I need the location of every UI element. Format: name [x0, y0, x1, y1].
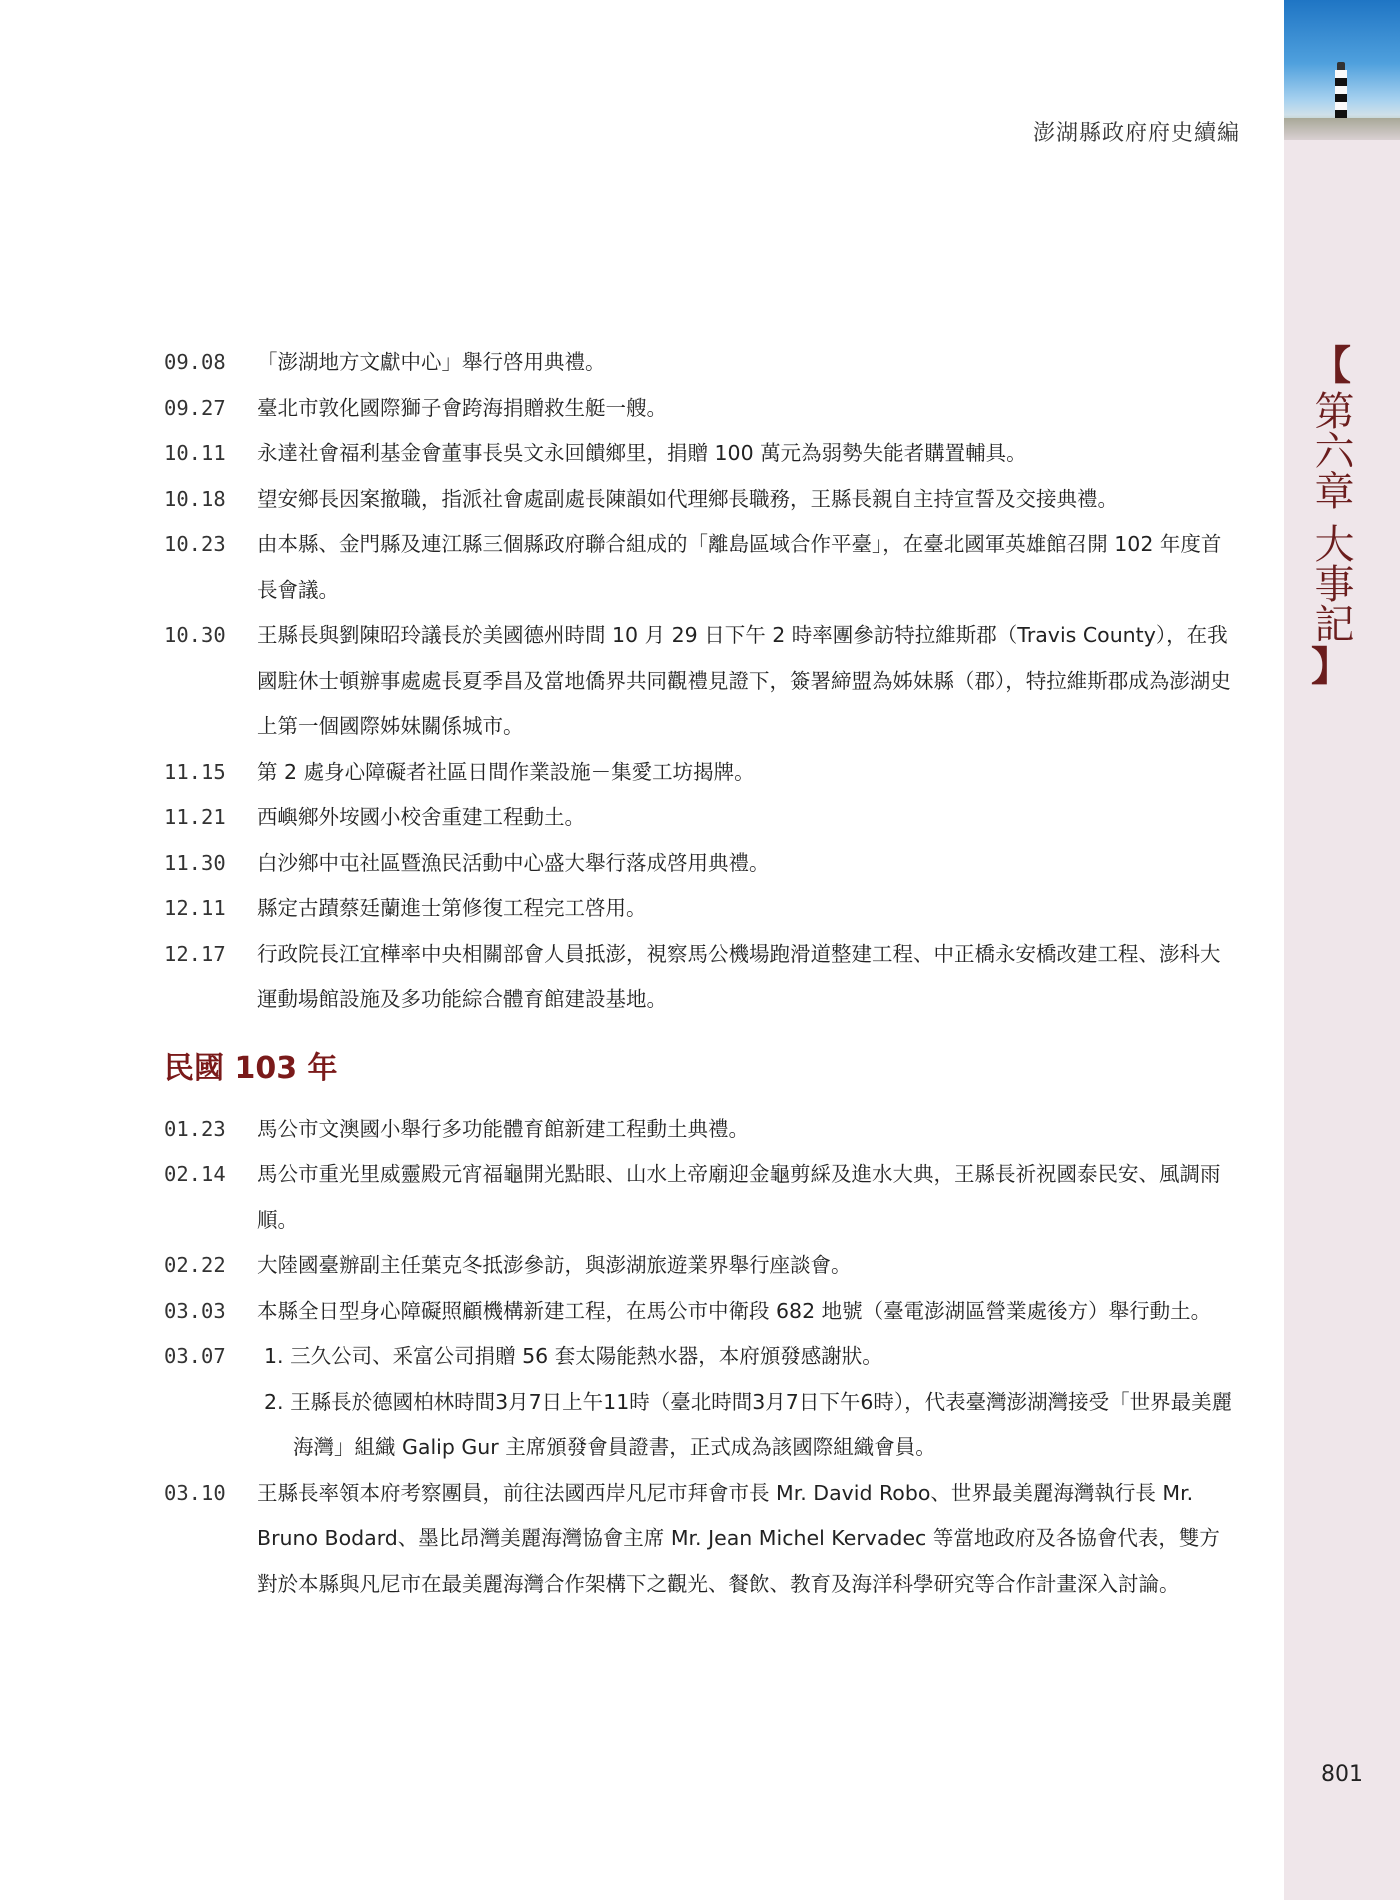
- event-text: 本縣全日型身心障礙照顧機構新建工程，在馬公市中衛段 682 地號（臺電澎湖區營業處後方）舉行動土。: [257, 1298, 1212, 1323]
- event-date: 12.11: [164, 896, 226, 920]
- event-text: 馬公市重光里威靈殿元宵福龜開光點眼、山水上帝廟迎金龜剪綵及進水大典，王縣長祈祝國泰民安、風調雨順。: [257, 1162, 1221, 1232]
- event-text: 第 2 處身心障礙者社區日間作業設施－集愛工坊揭牌。: [257, 759, 755, 784]
- event-entry: [164, 1334, 1238, 1471]
- event-entry: [164, 932, 1238, 1023]
- event-text: 大陸國臺辦副主任葉克冬抵澎參訪，與澎湖旅遊業界舉行座談會。: [257, 1253, 852, 1277]
- event-entry: [164, 522, 1238, 613]
- event-date: 10.30: [164, 623, 226, 647]
- event-entry: [164, 886, 1238, 932]
- event-text: 「澎湖地方文獻中心」舉行啓用典禮。: [257, 350, 606, 374]
- events-list-103: [164, 1107, 1238, 1608]
- event-date: 09.08: [164, 350, 226, 374]
- chapter-bracket-open: 【: [1311, 342, 1351, 389]
- event-entry: [164, 1471, 1238, 1608]
- event-entry: [164, 1107, 1238, 1153]
- event-date: 11.21: [164, 805, 226, 829]
- event-text: 望安鄉長因案撤職，指派社會處副處長陳韻如代理鄉長職務，王縣長親自主持宣誓及交接典禮。: [257, 486, 1118, 511]
- page-number: 801: [1321, 1762, 1363, 1787]
- event-subitem: 2. 王縣長於德國柏林時間3月7日上午11時（臺北時間3月7日下午6時），代表臺灣澎湖灣接受「世界最美麗海灣」組織 Galip Gur 主席頒發會員證書，正式成為該國際組織會員。: [264, 1389, 1233, 1459]
- event-text: [257, 1334, 1238, 1471]
- event-entry: [164, 795, 1238, 841]
- main-content: [164, 340, 1238, 1607]
- events-list-102: [164, 340, 1238, 1023]
- event-entry: [164, 340, 1238, 386]
- event-entry: [164, 1289, 1238, 1335]
- event-entry: [164, 477, 1238, 523]
- lighthouse-photo: [1284, 0, 1400, 140]
- event-entry: [164, 1152, 1238, 1243]
- event-date: 03.03: [164, 1298, 226, 1323]
- chapter-tab: [1306, 344, 1356, 689]
- event-date: 11.15: [164, 759, 226, 784]
- event-text: 縣定古蹟蔡廷蘭進士第修復工程完工啓用。: [257, 896, 647, 920]
- event-entry: [164, 431, 1238, 477]
- event-date: 03.07: [164, 1344, 226, 1368]
- lighthouse-icon: [1334, 62, 1348, 120]
- event-date: 01.23: [164, 1116, 226, 1141]
- event-text: 由本縣、金門縣及連江縣三個縣政府聯合組成的「離島區域合作平臺」，在臺北國軍英雄館召開 102 年度首長會議。: [257, 532, 1222, 602]
- year-heading: 民國 103 年: [164, 1050, 338, 1086]
- event-date: 10.18: [164, 486, 226, 511]
- event-text: 永達社會福利基金會董事長吳文永回饋鄉里，捐贈 100 萬元為弱勢失能者購置輔具。: [257, 441, 1027, 465]
- event-entry: [164, 750, 1238, 796]
- event-date: 02.22: [164, 1253, 226, 1277]
- event-text: 馬公市文澳國小舉行多功能體育館新建工程動土典禮。: [257, 1116, 749, 1141]
- chapter-bracket-close: 】: [1311, 642, 1351, 690]
- event-entry: [164, 1243, 1238, 1289]
- event-subitem: 1. 三久公司、釆富公司捐贈 56 套太陽能熱水器，本府頒發感謝狀。: [264, 1344, 883, 1368]
- event-entry: [164, 841, 1238, 887]
- event-date: 11.30: [164, 850, 226, 875]
- event-text: 王縣長率領本府考察團員，前往法國西岸凡尼市拜會市長 Mr. David Robo、世界最美麗海灣執行長 Mr. Bruno Bodard、墨比昂灣美麗海灣協會主席 Mr. Jean Michel Kervadec 等當地政府及各協會代表，雙方對於本縣與凡尼市在最美麗海灣合作架構下之觀光、餐飲、教育及海洋科學研究等合作計畫深入討論。: [257, 1480, 1220, 1596]
- event-date: 09.27: [164, 395, 226, 420]
- side-band: [1284, 0, 1400, 1900]
- event-text: 西嶼鄉外垵國小校舍重建工程動土。: [257, 805, 585, 829]
- event-date: 10.23: [164, 532, 226, 556]
- event-date: 10.11: [164, 441, 226, 465]
- event-text: 白沙鄉中屯社區暨漁民活動中心盛大舉行落成啓用典禮。: [257, 850, 770, 875]
- event-date: 02.14: [164, 1162, 226, 1186]
- event-entry: [164, 386, 1238, 432]
- event-date: 03.10: [164, 1480, 226, 1505]
- event-text: 王縣長與劉陳昭玲議長於美國德州時間 10 月 29 日下午 2 時率團參訪特拉維斯郡（Travis County），在我國駐休士頓辦事處處長夏季昌及當地僑界共同觀禮見證下，簽署締盟為姊妹縣（郡），特拉維斯郡成為澎湖史上第一個國際姊妹關係城市。: [257, 623, 1231, 738]
- event-text: 行政院長江宜樺率中央相關部會人員抵澎，視察馬公機場跑滑道整建工程、中正橋永安橋改建工程、澎科大運動場館設施及多功能綜合體育館建設基地。: [257, 941, 1221, 1011]
- book-title: 澎湖縣政府府史續編: [1032, 121, 1240, 146]
- chapter-label: 第六章 大事記: [1308, 390, 1354, 643]
- event-date: 12.17: [164, 941, 226, 966]
- event-entry: [164, 613, 1238, 750]
- event-text: 臺北市敦化國際獅子會跨海捐贈救生艇一艘。: [257, 395, 667, 420]
